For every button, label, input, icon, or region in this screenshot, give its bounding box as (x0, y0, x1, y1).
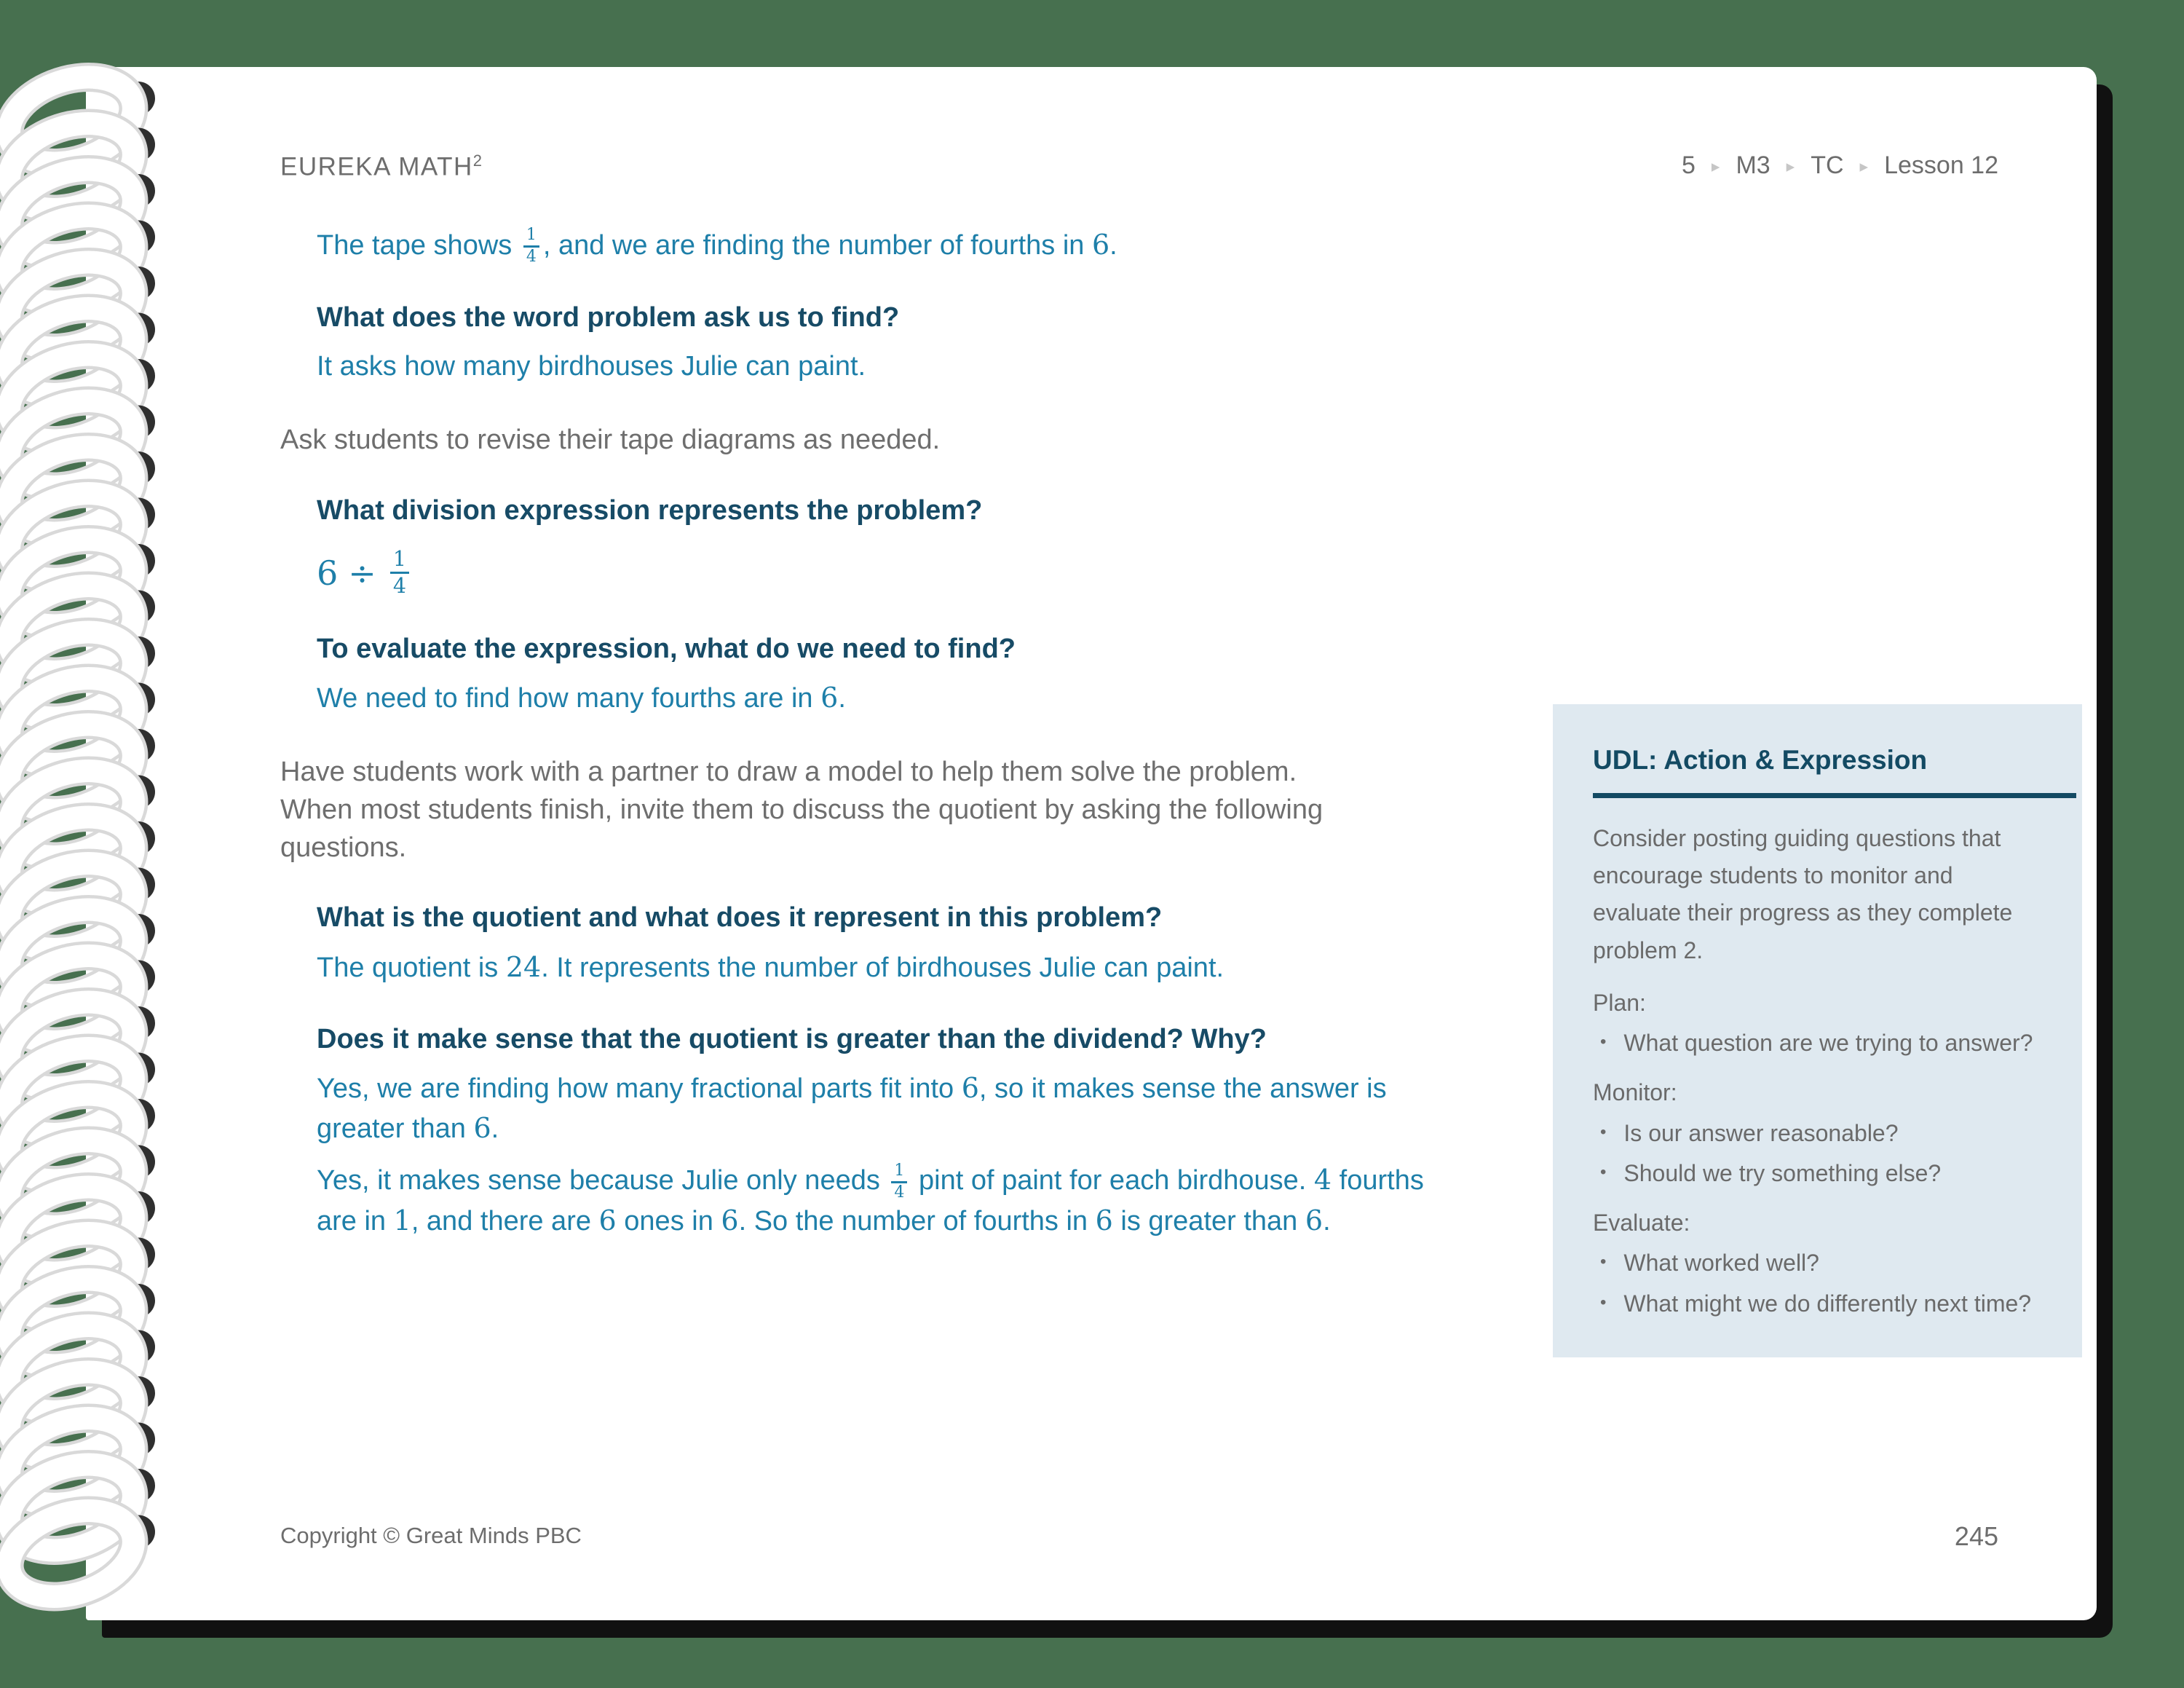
fraction: $\frac{1}{4}$ (390, 548, 409, 598)
text-run: is greater than (1112, 1206, 1305, 1237)
dialogue-line (317, 347, 1460, 387)
question-line (317, 631, 1460, 667)
brand-logo (280, 151, 483, 182)
breadcrumb-item: 5 (1681, 151, 1696, 179)
text-run: , and there are (411, 1206, 599, 1237)
udl-bullet-item (1593, 1248, 2042, 1279)
udl-section-label: Monitor: (1593, 1078, 1677, 1105)
math-run: 1 (393, 1204, 411, 1237)
brand-text: EUREKA MATH (280, 152, 473, 181)
math-run: 6 (317, 553, 339, 593)
math-run: 24 (505, 950, 542, 983)
text-run: ones in (616, 1206, 721, 1237)
udl-bullet-list (1593, 1119, 2042, 1189)
math-run: 4 (1313, 1164, 1332, 1196)
bullet-dot-icon: • (1600, 1162, 1607, 1183)
udl-bullet-text: Is our answer reasonable? (1623, 1119, 1899, 1146)
text-run: Yes, we are finding how many fractional parts fit into (317, 1073, 962, 1105)
breadcrumb (1682, 151, 1998, 180)
udl-section-label: Plan: (1593, 989, 1646, 1016)
math-run: 6 (961, 1072, 979, 1105)
brand-exponent: 2 (472, 151, 483, 170)
question-line (317, 300, 1460, 336)
udl-bullet-list (1593, 1028, 2042, 1059)
expression-line (317, 548, 1998, 598)
udl-bullet-text: What question are we trying to answer? (1623, 1030, 2033, 1057)
dialogue-line (317, 1161, 1460, 1242)
udl-bullet-item (1593, 1289, 2042, 1320)
udl-bullet-item (1593, 1028, 2042, 1059)
text-run: What division expression represents the problem? (317, 494, 983, 526)
udl-section-label: Evaluate: (1593, 1209, 1690, 1236)
math-run: ÷ (348, 553, 376, 593)
text-run: To evaluate the expression, what do we need to find? (317, 634, 1016, 665)
breadcrumb-item: TC (1811, 151, 1844, 179)
text-run: . It represents the number of birdhouses Julie can paint. (541, 952, 1224, 983)
fraction: $\frac{1}{4}$ (523, 226, 539, 266)
udl-bullet-text: What worked well? (1623, 1250, 1819, 1277)
question-line (317, 1022, 1460, 1057)
question-line (317, 493, 1460, 529)
math-run: 6 (598, 1204, 617, 1237)
text-run: . (491, 1113, 499, 1145)
math-run: 6 (473, 1112, 491, 1145)
text-run: Yes, it makes sense because Julie only needs (317, 1165, 888, 1196)
breadcrumb-item: Lesson 12 (1884, 151, 1998, 179)
question-line (317, 900, 1460, 936)
udl-title: UDL: Action & Expression (1593, 745, 1928, 775)
text-run: . (1109, 229, 1117, 261)
text-run: We need to find how many fourths are in (317, 683, 821, 714)
text-run: It asks how many birdhouses Julie can paint. (317, 351, 866, 382)
text-run: Have students work with a partner to draw a model to help them solve the problem. When most students finish, invite them to discuss the quotient by asking the following questions. (280, 757, 1324, 863)
udl-bullet-text: What might we do differently next time? (1623, 1290, 2032, 1317)
dialogue-line (317, 679, 1460, 719)
dialogue-line (317, 226, 1460, 267)
math-run: 6 (1305, 1204, 1324, 1237)
udl-intro: Consider posting guiding questions that encourage students to monitor and evaluate their progress as they complete problem 2. (1593, 825, 2013, 963)
text-run: , so it makes sense the answer is greater than (317, 1073, 1387, 1145)
udl-bullet-list (1593, 1248, 2042, 1319)
dialogue-line (317, 1069, 1460, 1149)
udl-divider (1593, 793, 2076, 798)
bullet-dot-icon: • (1600, 1292, 1607, 1312)
teacher-line (280, 754, 1332, 867)
breadcrumb-item: M3 (1736, 151, 1770, 179)
text-run: . So the number of fourths in (738, 1206, 1096, 1237)
text-run: The tape shows (317, 229, 520, 261)
text-run: What is the quotient and what does it represent in this problem? (317, 902, 1163, 934)
text-run: . (838, 683, 846, 714)
math-run: 6 (820, 682, 839, 714)
udl-bullet-item (1593, 1159, 2042, 1189)
udl-sections (1593, 988, 2042, 1320)
text-run: , and we are finding the number of fourths in (542, 229, 1092, 261)
text-run: What does the word problem ask us to find? (317, 301, 900, 333)
math-run: 6 (1091, 228, 1110, 261)
text-run: The quotient is (317, 952, 506, 983)
page-header (86, 67, 2097, 182)
text-run: . (1323, 1206, 1331, 1237)
bullet-dot-icon: • (1600, 1121, 1607, 1142)
footer-copyright: Copyright © Great Minds PBC (280, 1523, 582, 1548)
udl-bullet-text: Should we try something else? (1623, 1160, 1942, 1187)
dialogue-line (317, 948, 1460, 988)
bullet-dot-icon: • (1600, 1032, 1607, 1052)
teacher-line (280, 422, 1332, 460)
udl-bullet-item (1593, 1119, 2042, 1149)
breadcrumb-separator-icon: ▸ (1711, 157, 1720, 175)
page (86, 67, 2097, 1620)
breadcrumb-separator-icon: ▸ (1786, 157, 1795, 175)
text-run: Ask students to revise their tape diagrams as needed. (280, 425, 941, 456)
page-number: 245 (1954, 1521, 1998, 1551)
text-run: pint of paint for each birdhouse. (911, 1165, 1314, 1196)
fraction: $\frac{1}{4}$ (891, 1162, 907, 1202)
text-run: fourths are in (317, 1165, 1424, 1237)
breadcrumb-separator-icon: ▸ (1859, 157, 1869, 175)
udl-callout (1553, 704, 2082, 1357)
text-run: Does it make sense that the quotient is greater than the dividend? Why? (317, 1023, 1267, 1054)
math-run: 6 (1095, 1204, 1113, 1237)
bullet-dot-icon: • (1600, 1252, 1607, 1272)
math-run: 6 (721, 1204, 739, 1237)
